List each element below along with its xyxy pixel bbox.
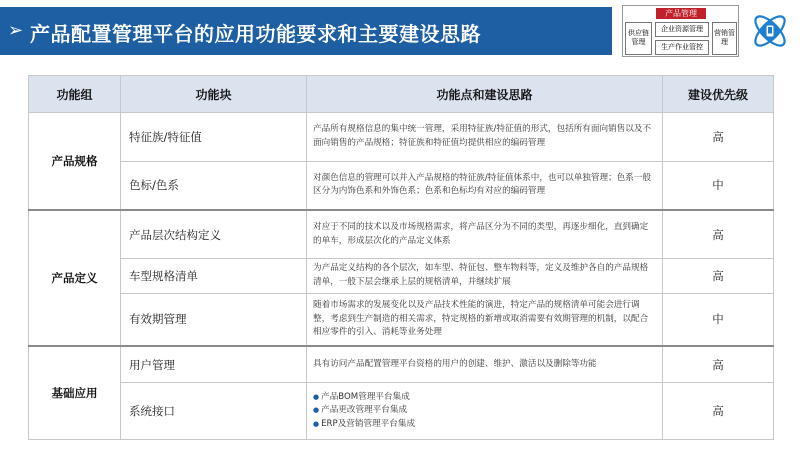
page-title: 产品配置管理平台的应用功能要求和主要建设思路 bbox=[30, 22, 481, 46]
block-cell: 有效期管理 bbox=[121, 293, 307, 346]
desc-cell bbox=[307, 383, 663, 440]
arrow-icon: ➢ bbox=[8, 20, 24, 41]
priority-cell: 高 bbox=[663, 113, 774, 162]
desc-cell: 随着市场需求的发展变化以及产品技术性能的演进，特定产品的规格清单可能会进行调整，考虑到生产制造的相关需求，特定规格的新增或取消需要有效期管理的机制，以配合相应零件的引入、消耗等业务处理 bbox=[307, 293, 663, 346]
table-row bbox=[29, 113, 774, 162]
title-bar bbox=[0, 7, 612, 55]
interface-list bbox=[313, 391, 656, 432]
block-cell: 车型规格清单 bbox=[121, 259, 307, 294]
diagram-product-management: 产品管理 bbox=[656, 8, 706, 19]
list-item: ● 产品更改管理平台集成 bbox=[313, 404, 656, 418]
desc-cell: 产品所有规格信息的集中统一管理，采用特征族/特征值的形式，包括所有面向销售以及不面向销售的产品规格；特征族和特征值均提供相应的编码管理 bbox=[307, 113, 663, 162]
table-row bbox=[29, 259, 774, 294]
table-row bbox=[29, 293, 774, 346]
group-cell-product-spec: 产品规格 bbox=[29, 113, 121, 210]
desc-cell: 为产品定义结构的各个层次，如车型、特征包、整车物料等，定义及维护各自的产品规格清单，一般下层会继承上层的规格清单，并继续扩展 bbox=[307, 259, 663, 294]
desc-cell: 对应于不同的技术以及市场规格需求，将产品区分为不同的类型，再逐步细化，直到确定的单车，形成层次化的产品定义体系 bbox=[307, 210, 663, 259]
group-cell-basic-application: 基础应用 bbox=[29, 346, 121, 439]
table-row bbox=[29, 383, 774, 440]
priority-cell: 高 bbox=[663, 346, 774, 383]
diagram-production-control: 生产作业管控 bbox=[655, 40, 709, 55]
table-header-row bbox=[29, 76, 774, 113]
block-cell: 系统接口 bbox=[121, 383, 307, 440]
priority-cell: 高 bbox=[663, 383, 774, 440]
group-cell-product-definition: 产品定义 bbox=[29, 210, 121, 346]
priority-cell: 中 bbox=[663, 161, 774, 210]
block-cell: 特征族/特征值 bbox=[121, 113, 307, 162]
column-header-priority: 建设优先级 bbox=[663, 76, 774, 113]
table-row bbox=[29, 161, 774, 210]
diagram-erp: 企业资源管理 bbox=[655, 22, 709, 37]
priority-cell: 高 bbox=[663, 210, 774, 259]
list-item: ● ERP及营销管理平台集成 bbox=[313, 418, 656, 432]
column-header-function-group: 功能组 bbox=[29, 76, 121, 113]
header bbox=[0, 0, 800, 64]
logo-icon bbox=[748, 6, 792, 56]
priority-cell: 中 bbox=[663, 293, 774, 346]
block-cell: 用户管理 bbox=[121, 346, 307, 383]
priority-cell: 高 bbox=[663, 259, 774, 294]
table-row bbox=[29, 210, 774, 259]
table-row bbox=[29, 346, 774, 383]
diagram-supply-chain: 供应链管理 bbox=[625, 22, 652, 55]
block-cell: 色标/色系 bbox=[121, 161, 307, 210]
diagram-marketing: 营销管理 bbox=[712, 22, 737, 55]
list-item: ● 产品BOM管理平台集成 bbox=[313, 391, 656, 405]
block-cell: 产品层次结构定义 bbox=[121, 210, 307, 259]
column-header-function-points: 功能点和建设思路 bbox=[307, 76, 663, 113]
platform-diagram bbox=[622, 5, 739, 57]
desc-cell: 具有访问产品配置管理平台资格的用户的创建、维护、激活以及删除等功能 bbox=[307, 346, 663, 383]
requirements-table bbox=[28, 75, 774, 440]
column-header-function-block: 功能块 bbox=[121, 76, 307, 113]
desc-cell: 对颜色信息的管理可以并入产品规格的特征族/特征值体系中，也可以单独管理；色系一般区分为内饰色系和外饰色系；色系和色标均有对应的编码管理 bbox=[307, 161, 663, 210]
